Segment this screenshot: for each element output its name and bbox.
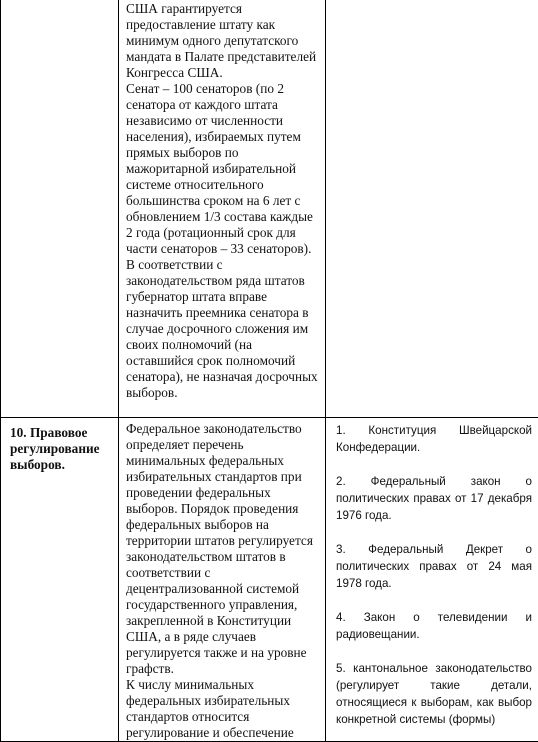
paragraph: США гарантируется предоставление штату как минимум одного депутатского мандата в Палате представителей Конгресса США. bbox=[126, 1, 317, 80]
paragraph: К числу минимальных федеральных избирательных стандартов относится регулирование и обеспечение bbox=[126, 677, 294, 740]
usa-legal-regulation-cell bbox=[119, 418, 326, 742]
switzerland-elections-cell bbox=[326, 0, 538, 418]
row-label-cell bbox=[1, 0, 119, 418]
paragraph: Федеральное законодательство определяет перечень минимальных федеральных избирательных стандартов при проведении федеральных выборов. Порядок проведения федеральных выборов на территории штатов регулируется законодательством штатов в соответствии с децентрализованной системой государственного управления, закрепленной в Конституции США, а в ряде случаев регулируется также и на уровне графств. bbox=[126, 421, 313, 676]
list-item: 1. Конституция Швейцарской Конфедерации. bbox=[336, 424, 532, 454]
list-item: 3. Федеральный Декрет о политических правах от 24 мая 1978 года. bbox=[336, 543, 532, 590]
table-row bbox=[1, 0, 538, 418]
usa-elections-cell bbox=[119, 0, 326, 418]
row-label-cell: 10. Правовое регулирование выборов. bbox=[1, 418, 119, 742]
paragraph: В соответствии с законодательством ряда штатов губернатор штата вправе назначить преемника сенатора в случае досрочного сложения им своих полномочий (на оставшийся срок полномочий сенатора), не назначая досрочных выборов. bbox=[126, 257, 318, 400]
switzerland-legal-regulation-cell bbox=[326, 418, 538, 742]
list-item: 5. кантональное законодательство (регулирует такие детали, относящиеся к выборам, как выбор конкретной системы (формы) bbox=[336, 662, 532, 726]
table-row bbox=[1, 418, 538, 742]
paragraph: Сенат – 100 сенаторов (по 2 сенатора от каждого штата независимо от численности населения), избираемых путем прямых выборов по мажоритарной избирательной системе относительного большинства сроком на 6 лет с обновлением 1/3 состава каждые 2 года (ротационный срок для части сенаторов – 33 сенаторов). bbox=[126, 81, 313, 256]
list-item: 2. Федеральный закон о политических правах от 17 декабря 1976 года. bbox=[336, 475, 532, 522]
list-item: 4. Закон о телевидении и радиовещании. bbox=[336, 611, 532, 641]
